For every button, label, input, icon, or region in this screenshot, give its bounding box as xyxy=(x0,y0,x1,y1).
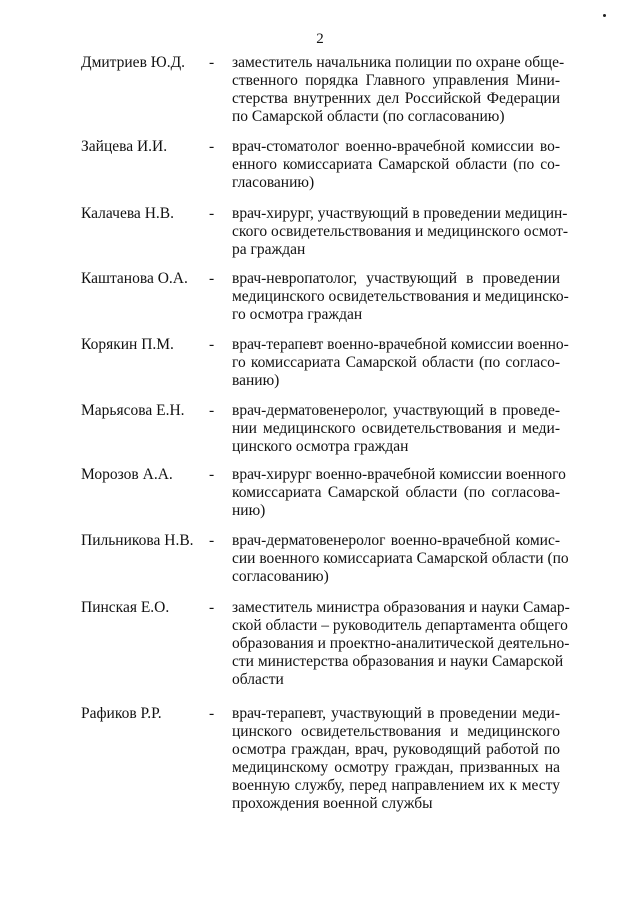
position-line: врач-дерматовенеролог военно-врачебной комис- xyxy=(232,532,560,549)
member-position xyxy=(232,336,569,390)
entry-dash: - xyxy=(209,402,215,419)
position-line: по Самарской области (по согласованию) xyxy=(232,108,505,125)
position-line: сти министерства образования и науки Самарской xyxy=(232,653,564,670)
entry-dash: - xyxy=(209,205,215,222)
position-line: го осмотра граждан xyxy=(232,306,363,323)
member-position xyxy=(232,138,560,192)
member-name: Зайцева И.И. xyxy=(81,138,168,155)
position-line: стерства внутренних дел Российской Федерации xyxy=(232,90,560,107)
position-line: цинского освидетельствования и медицинского xyxy=(232,723,560,740)
member-name: Рафиков Р.Р. xyxy=(81,705,162,722)
entry-dash: - xyxy=(209,138,215,155)
position-line: ской области – руководитель департамента общего xyxy=(232,617,568,634)
entry-dash: - xyxy=(209,336,215,353)
member-name: Пильникова Н.В. xyxy=(81,532,194,549)
position-line: ванию) xyxy=(232,372,280,389)
position-line: нии медицинского освидетельствования и меди- xyxy=(232,420,560,437)
position-line: енного комиссариата Самарской области (по со- xyxy=(232,156,560,173)
member-name: Пинская Е.О. xyxy=(81,599,170,616)
position-line: комиссариата Самарской области (по согласова- xyxy=(232,484,560,501)
member-name: Морозов А.А. xyxy=(81,466,173,483)
member-name: Марьясова Е.Н. xyxy=(81,402,185,419)
position-line: медицинского освидетельствования и медицинско- xyxy=(232,288,569,305)
position-line: нию) xyxy=(232,502,266,519)
member-name: Дмитриев Ю.Д. xyxy=(81,54,186,71)
position-line: прохождения военной службы xyxy=(232,795,433,812)
entry-dash: - xyxy=(209,466,215,483)
entry-dash: - xyxy=(209,54,215,71)
member-position xyxy=(232,466,566,520)
entry-dash: - xyxy=(209,532,215,549)
member-position xyxy=(232,402,560,456)
position-line: гласованию) xyxy=(232,174,315,191)
position-line: ственного порядка Главного управления Мини- xyxy=(232,72,560,89)
position-line: военную службу, перед направлением их к месту xyxy=(232,777,560,794)
member-position xyxy=(232,54,565,126)
position-line: области xyxy=(232,671,284,688)
member-position xyxy=(232,705,560,813)
position-line: врач-невропатолог, участвующий в проведении xyxy=(232,270,560,287)
member-name: Каштанова О.А. xyxy=(81,270,188,287)
member-name: Корякин П.М. xyxy=(81,336,174,353)
position-line: врач-стоматолог военно-врачебной комиссии во- xyxy=(232,138,560,155)
entry-dash: - xyxy=(209,599,215,616)
position-line: врач-хирург, участвующий в проведении медицин- xyxy=(232,205,568,222)
page-number: 2 xyxy=(316,31,324,47)
position-line: го комиссариата Самарской области (по согласо- xyxy=(232,354,560,371)
position-line: цинского осмотра граждан xyxy=(232,438,409,455)
position-line: ра граждан xyxy=(232,241,306,258)
member-name: Калачева Н.В. xyxy=(81,205,174,222)
member-position xyxy=(232,599,570,689)
position-line: заместитель министра образования и науки Самар- xyxy=(232,599,570,616)
position-line: заместитель начальника полиции по охране обще- xyxy=(232,54,565,71)
entry-dash: - xyxy=(209,705,215,722)
position-line: согласованию) xyxy=(232,568,329,585)
position-line: врач-терапевт, участвующий в проведении меди- xyxy=(232,705,560,722)
member-position xyxy=(232,532,569,586)
member-position xyxy=(232,270,569,324)
position-line: сии военного комиссариата Самарской области (по xyxy=(232,550,569,567)
position-line: медицинскому осмотру граждан, призванных на xyxy=(232,759,560,776)
position-line: врач-терапевт военно-врачебной комиссии военно- xyxy=(232,336,569,353)
position-line: ского освидетельствования и медицинского осмот- xyxy=(232,223,569,240)
member-position xyxy=(232,205,569,259)
scan-speck xyxy=(603,14,606,17)
position-line: врач-хирург военно-врачебной комиссии военного xyxy=(232,466,566,483)
position-line: осмотра граждан, врач, руководящий работой по xyxy=(232,741,560,758)
position-line: врач-дерматовенеролог, участвующий в проведе- xyxy=(232,402,560,419)
position-line: образования и проектно-аналитической деятельно- xyxy=(232,635,570,652)
entry-dash: - xyxy=(209,270,215,287)
